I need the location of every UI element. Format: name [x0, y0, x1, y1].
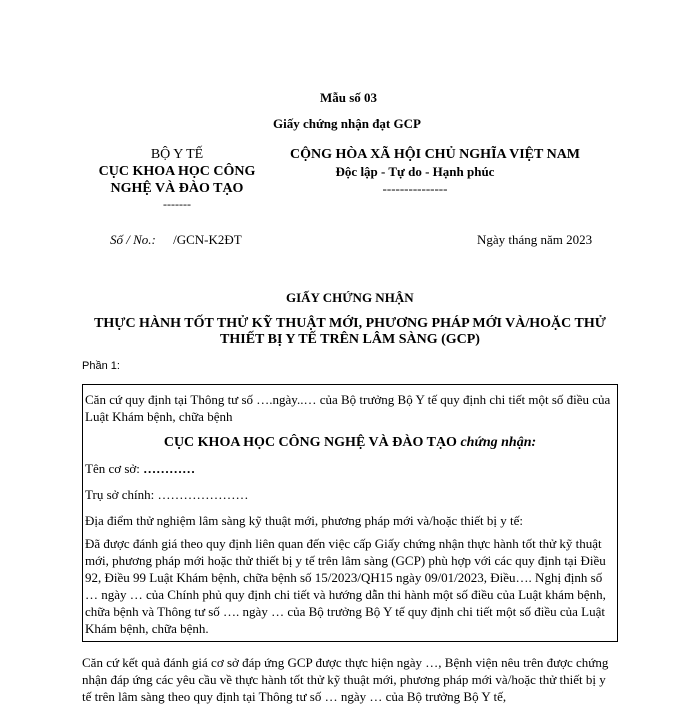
- certifier-name: CỤC KHOA HỌC CÔNG NGHỆ VÀ ĐÀO TẠO: [163, 435, 457, 450]
- trial-location-label: Địa điểm thử nghiệm lâm sàng kỹ thuật mới, phương pháp mới và/hoặc thiết bị y tế:: [85, 513, 524, 528]
- number-value: /GCN-K2ĐT: [173, 232, 242, 247]
- part-1-label: Phần 1:: [82, 360, 120, 372]
- nation-motto: Độc lập - Tự do - Hạnh phúc: [335, 164, 495, 179]
- form-title: Giấy chứng nhận đạt GCP: [273, 116, 421, 131]
- certificate-subtitle-line-2: THIẾT BỊ Y TẾ TRÊN LÂM SÀNG (GCP): [220, 332, 480, 347]
- department-line-2: NGHỆ VÀ ĐÀO TẠO: [110, 181, 244, 196]
- legal-basis: Căn cứ quy định tại Thông tư số ….ngày..… của Bộ trưởng Bộ Y tế quy định chi tiết một số điều của Luật Khám bệnh, chữa bệnh: [85, 392, 611, 424]
- nation-divider: ---------------: [382, 181, 448, 196]
- assessment-paragraph: Đã được đánh giá theo quy định liên quan đến việc cấp Giấy chứng nhận thực hành tốt thử kỹ thuật mới, phương pháp mới hoặc thử thiết bị y tế trên lâm sàng (GCP) phù hợp với các quy định tại Điều 92, Điều 99 Luật Khám bệnh, chữa bệnh số 15/2023/QH15 ngày 09/01/2023, Điều…. Nghị định số … ngày … của Chính phủ quy định chi tiết và hướng dẫn thi hành một số điều của Luật khám bệnh, chữa bệnh và Thông tư số …. ngày … của Bộ trưởng Bộ Y tế quy định chi tiết một số điều của Luật Khám bệnh, chữa bệnh.: [85, 536, 606, 636]
- certificate-subtitle-line-1: THỰC HÀNH TỐT THỬ KỸ THUẬT MỚI, PHƯƠNG PHÁP MỚI VÀ/HOẶC THỬ: [94, 316, 606, 331]
- document-number: [110, 232, 242, 248]
- headquarters-label: Trụ sở chính:: [85, 487, 155, 502]
- issuer-divider: -------: [163, 197, 191, 211]
- facility-value: …………: [143, 461, 196, 476]
- issue-date: Ngày tháng năm 2023: [477, 232, 593, 247]
- department-line-1: CỤC KHOA HỌC CÔNG: [98, 164, 256, 179]
- headquarters-value: …………………: [157, 487, 249, 502]
- certifier-statement: [83, 435, 617, 451]
- ministry-name: BỘ Y TẾ: [150, 147, 204, 162]
- form-number: Mẫu số 03: [320, 90, 378, 105]
- conclusion-paragraph: Căn cứ kết quả đánh giá cơ sở đáp ứng GCP được thực hiện ngày …, Bệnh viện nêu trên được chứng nhận đáp ứng các yêu cầu về thực hành tốt thử kỹ thuật mới, phương pháp mới và/hoặc thử thiết bị y tế trên lâm sàng theo quy định tại Thông tư số … ngày … của Bộ trưởng Bộ Y tế,: [82, 655, 609, 704]
- facility-line: [85, 461, 195, 477]
- certificate-title: GIẤY CHỨNG NHẬN: [286, 290, 414, 305]
- certificate-subtitle: [90, 316, 610, 348]
- certification-box: [82, 384, 618, 642]
- certifier-verb: chứng nhận:: [460, 435, 537, 450]
- issuer-block: [92, 146, 262, 212]
- headquarters-line: [85, 487, 249, 503]
- nation-name: CỘNG HÒA XÃ HỘI CHỦ NGHĨA VIỆT NAM: [290, 147, 581, 162]
- facility-label: Tên cơ sở:: [85, 461, 140, 476]
- number-label: Số / No.:: [110, 232, 156, 247]
- nation-block: [290, 146, 581, 197]
